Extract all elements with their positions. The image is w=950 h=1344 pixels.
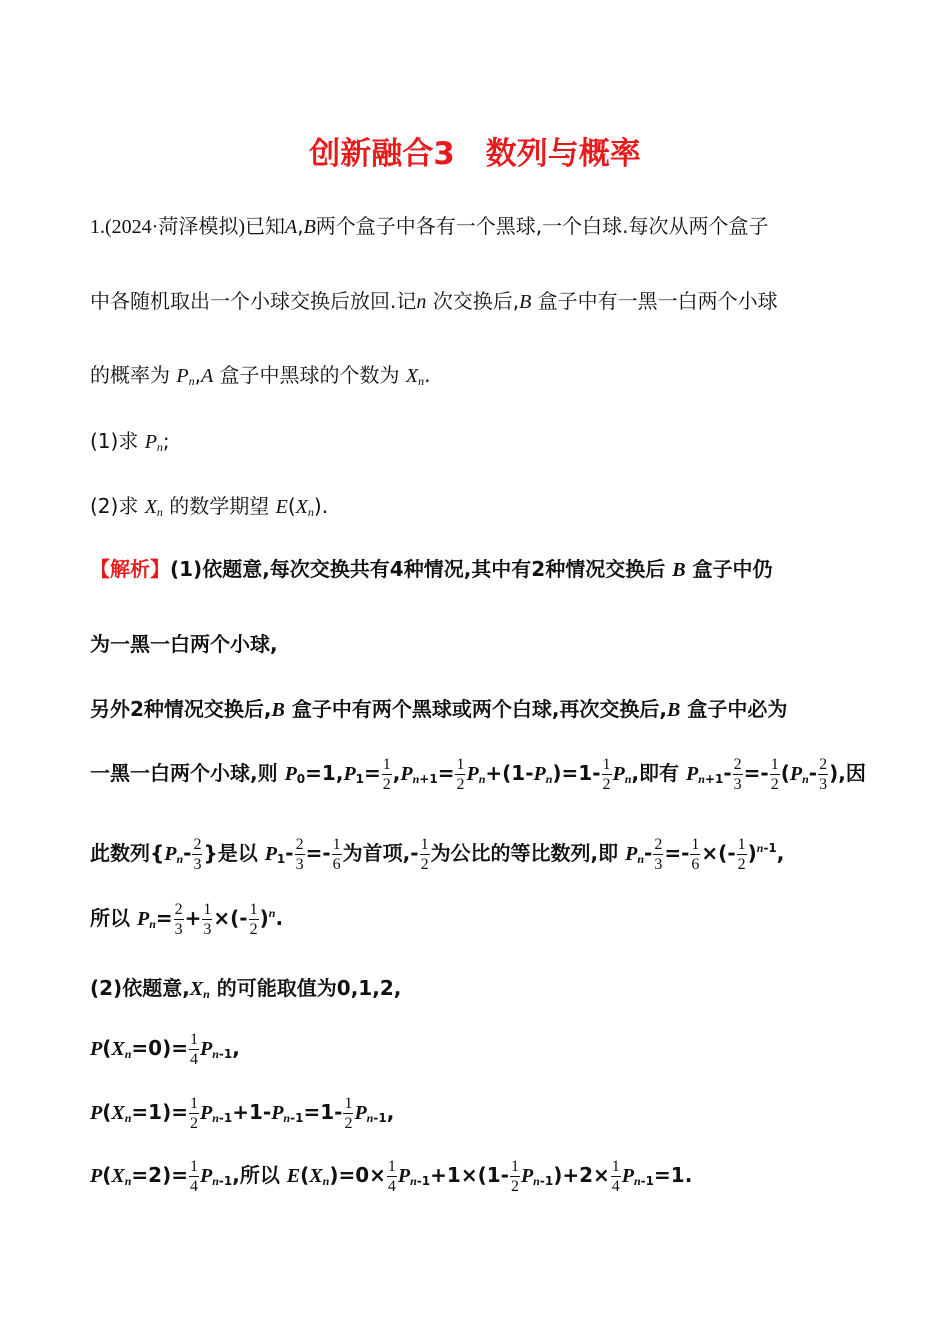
- solution-line-3: 另外2种情况交换后,B 盒子中有两个黑球或两个白球,再次交换后,B 盒子中必为: [90, 697, 788, 721]
- solution-line-7: (2)依题意$,X_n$ 的可能取值为0,1,2,: [90, 976, 402, 1001]
- solution-line-1: 【解析】(1)依题意,每次交换共有4种情况,其中有2种情况交换后 B 盒子中仍: [90, 557, 773, 581]
- solution-line-8: $P(X_n=0)=$ $\frac{1}{4}$ $P_{n-1}$,: [90, 1031, 240, 1068]
- problem-line-2: 中各随机取出一个小球交换后放回.记n 次交换后,B 盒子中有一黑一白两个小球: [90, 289, 778, 313]
- question-1: (1)求 $P_n$;: [90, 429, 170, 454]
- solution-line-9: $P(X_n=1)=$ $\frac{1}{2}$ $P_{n-1}+1-P_{n-1}=1-$ $\frac{1}{2}$ $P_{n-1}$,: [90, 1095, 395, 1132]
- solution-line-4: 一黑一白两个小球,则 $P_0=1,P_1=$ $\frac{1}{2}$ $,P_{n+1}=$ $\frac{1}{2}$ $P_n+(1-P_n)=1-$ $\frac{1}{2}$ $P_n$,即有 $P_{n+1}-$ $\frac{2}{3}$ =- $\frac{1}{2}$ ($P_n-$ $\frac{2}{3}$ ),因: [90, 756, 866, 793]
- solution-line-2: 为一黑一白两个小球,: [90, 632, 278, 656]
- solution-line-5: 此数列{$P_n-$ $\frac{2}{3}$ }是以 $P_1-$ $\frac{2}{3}$ =- $\frac{1}{6}$ 为首项,- $\frac{1}{2}$ 为公比的等比数列,即 $P_n-$ $\frac{2}{3}$ =- $\frac{1}{6}$ ×(- $\frac{1}{2}$ )$^{n-1}$,: [90, 836, 785, 873]
- solution-line-10: $P(X_n=2)=$ $\frac{1}{4}$ $P_{n-1}$,所以 $E(X_n)=0\times$ $\frac{1}{4}$ $P_{n-1}+1\times(1-$ $\frac{1}{2}$ $P_{n-1})+2\times$ $\frac{1}{4}$ $P_{n-1}=1$.: [90, 1158, 693, 1195]
- solution-label: 【解析】: [90, 557, 170, 581]
- problem-line-3: 的概率为 $P_n,A$ 盒子中黑球的个数为 $X_n$.: [90, 363, 431, 388]
- problem-line-1: 1.(2024·菏泽模拟)已知A,B两个盒子中各有一个黑球,一个白球.每次从两个盒子: [90, 214, 769, 238]
- question-2: (2)求 $X_n$ 的数学期望 $E(X_n)$.: [90, 494, 329, 519]
- solution-line-6: 所以 $P_n=$ $\frac{2}{3}$ + $\frac{1}{3}$ ×(- $\frac{1}{2}$ )$^n$.: [90, 901, 284, 938]
- page-title: 创新融合3 数列与概率: [309, 136, 641, 172]
